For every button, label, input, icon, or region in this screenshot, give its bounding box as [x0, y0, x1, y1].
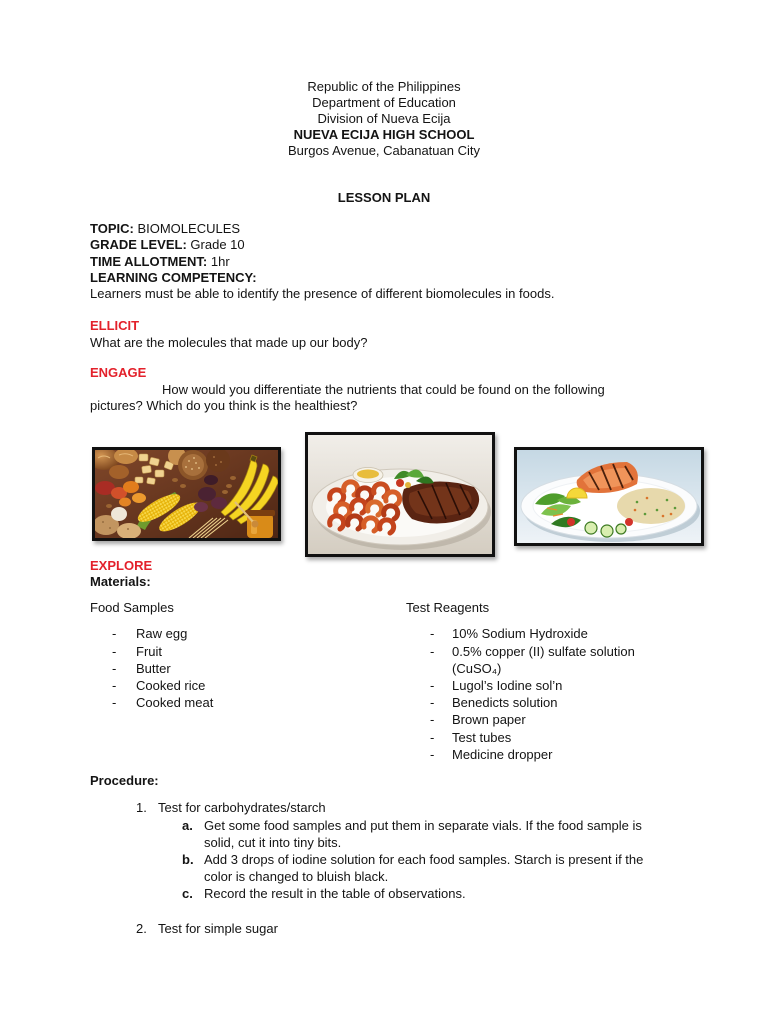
list-bullet: -: [430, 746, 435, 762]
procedure-step-2: [136, 920, 278, 937]
engage-heading: ENGAGE: [90, 365, 147, 380]
lesson-info: [90, 221, 554, 302]
list-item: [112, 625, 213, 642]
substep-letter: c.: [182, 885, 193, 901]
steak: [402, 481, 479, 523]
ellicit-question: What are the molecules that made up our body?: [90, 334, 368, 350]
substep-text-line: Record the result in the table of observations.: [204, 885, 466, 901]
substep-text-line: Add 3 drops of iodine solution for each food samples. Starch is present if the: [204, 851, 644, 867]
list-bullet: -: [112, 643, 117, 659]
substep-text-line: solid, cut it into tiny bits.: [204, 834, 342, 850]
engage-text-line-1: How would you differentiate the nutrients that could be found on the following: [162, 381, 605, 397]
list-item-text: Medicine dropper: [452, 746, 553, 762]
food-samples-list: [112, 625, 213, 711]
list-bullet: -: [112, 660, 117, 676]
time-allotment-label: TIME ALLOTMENT:: [90, 253, 208, 269]
topic-label: TOPIC:: [90, 221, 134, 236]
list-item-text: Butter: [136, 660, 171, 676]
topic-value: BIOMOLECULES: [137, 221, 241, 236]
engage-section: [90, 365, 605, 415]
engage-image-salmon-salad: [514, 447, 704, 546]
procedure-label: Procedure:: [90, 773, 159, 788]
list-bullet: -: [430, 678, 435, 693]
engage-text-line-2: pictures? Which do you think is the healthiest?: [90, 398, 358, 413]
list-item: [430, 711, 662, 728]
header-school-name: NUEVA ECIJA HIGH SCHOOL: [293, 127, 475, 142]
learning-competency-text: Learners must be able to identify the presence of different biomolecules in foods.: [90, 286, 555, 302]
salmon-salad-illustration: [517, 450, 701, 543]
grade-level-value: Grade 10: [190, 237, 245, 253]
list-item-text: 0.5% copper (II) sulfate solution (CuSO₄): [452, 643, 635, 676]
engage-image-mixed-foods: [92, 447, 281, 541]
substep-text-line: color is changed to bluish black.: [204, 868, 389, 884]
list-item-text: Lugol’s Iodine sol’n: [452, 678, 563, 693]
list-item-text: Cooked meat: [136, 695, 214, 711]
step-number: 1.: [136, 799, 147, 815]
materials-label: Materials:: [90, 574, 151, 589]
substep-text: [182, 851, 643, 885]
substep-text: [182, 817, 643, 851]
list-item: [430, 694, 662, 711]
list-item: [112, 694, 213, 711]
list-bullet: -: [430, 695, 435, 711]
shrimp-steak-illustration: [308, 435, 492, 554]
list-item-text: Fruit: [136, 643, 162, 659]
list-item-text: Benedicts solution: [452, 695, 558, 711]
list-item: [430, 625, 662, 642]
header-division: Division of Nueva Ecija: [317, 111, 451, 126]
list-item: [430, 729, 662, 746]
list-item: [430, 643, 662, 677]
substep-text-line: Get some food samples and put them in separate vials. If the food sample is: [204, 817, 642, 833]
document-title: LESSON PLAN: [337, 190, 431, 205]
list-item-text: Test tubes: [452, 729, 512, 745]
time-allotment-line: [90, 254, 554, 270]
header-department: Department of Education: [312, 95, 456, 110]
step-number: 2.: [136, 920, 147, 936]
test-reagents-heading: Test Reagents: [406, 600, 490, 615]
learning-competency-label: LEARNING COMPETENCY:: [90, 269, 257, 285]
procedure-substeps: [182, 817, 643, 902]
list-item: [112, 677, 213, 694]
substep-text: [182, 885, 643, 902]
ellicit-section: [90, 317, 368, 351]
grade-level-line: [90, 237, 554, 253]
engage-image-shrimp-steak: [305, 432, 495, 557]
list-item: [112, 643, 213, 660]
substep-c: [182, 885, 643, 902]
substep-letter: b.: [182, 851, 194, 867]
grade-level-label: GRADE LEVEL:: [90, 237, 187, 253]
substep-a: [182, 817, 643, 851]
list-item-text: Cooked rice: [136, 678, 206, 693]
list-bullet: -: [430, 729, 435, 745]
document-header: [0, 79, 768, 159]
header-address: Burgos Avenue, Cabanatuan City: [287, 143, 480, 158]
list-item: [430, 677, 662, 694]
time-allotment-value: 1hr: [210, 253, 230, 269]
test-reagents-list: [430, 625, 662, 763]
list-item-text: 10% Sodium Hydroxide: [452, 626, 588, 642]
list-bullet: -: [112, 626, 117, 642]
mixed-foods-illustration: [95, 450, 278, 538]
sauce-bowl: [353, 468, 383, 483]
list-bullet: -: [112, 695, 117, 711]
explore-heading: EXPLORE: [90, 558, 153, 573]
list-item-text: Raw egg: [136, 626, 188, 642]
substep-letter: a.: [182, 817, 193, 833]
list-item-text: Brown paper: [452, 712, 526, 728]
step-title: Test for carbohydrates/starch: [158, 799, 326, 815]
list-item: [430, 746, 662, 763]
ellicit-heading: ELLICIT: [90, 317, 140, 333]
explore-section: [90, 558, 152, 590]
header-country: Republic of the Philippines: [307, 79, 461, 94]
list-bullet: -: [430, 643, 435, 659]
topic-line: [90, 221, 554, 237]
food-samples-heading: Food Samples: [90, 600, 174, 615]
step-title: Test for simple sugar: [158, 920, 278, 936]
list-bullet: -: [430, 626, 435, 642]
list-bullet: -: [430, 712, 435, 728]
list-item: [112, 660, 213, 677]
list-bullet: -: [112, 678, 117, 693]
substep-b: [182, 851, 643, 885]
procedure-step-1: [136, 799, 326, 816]
